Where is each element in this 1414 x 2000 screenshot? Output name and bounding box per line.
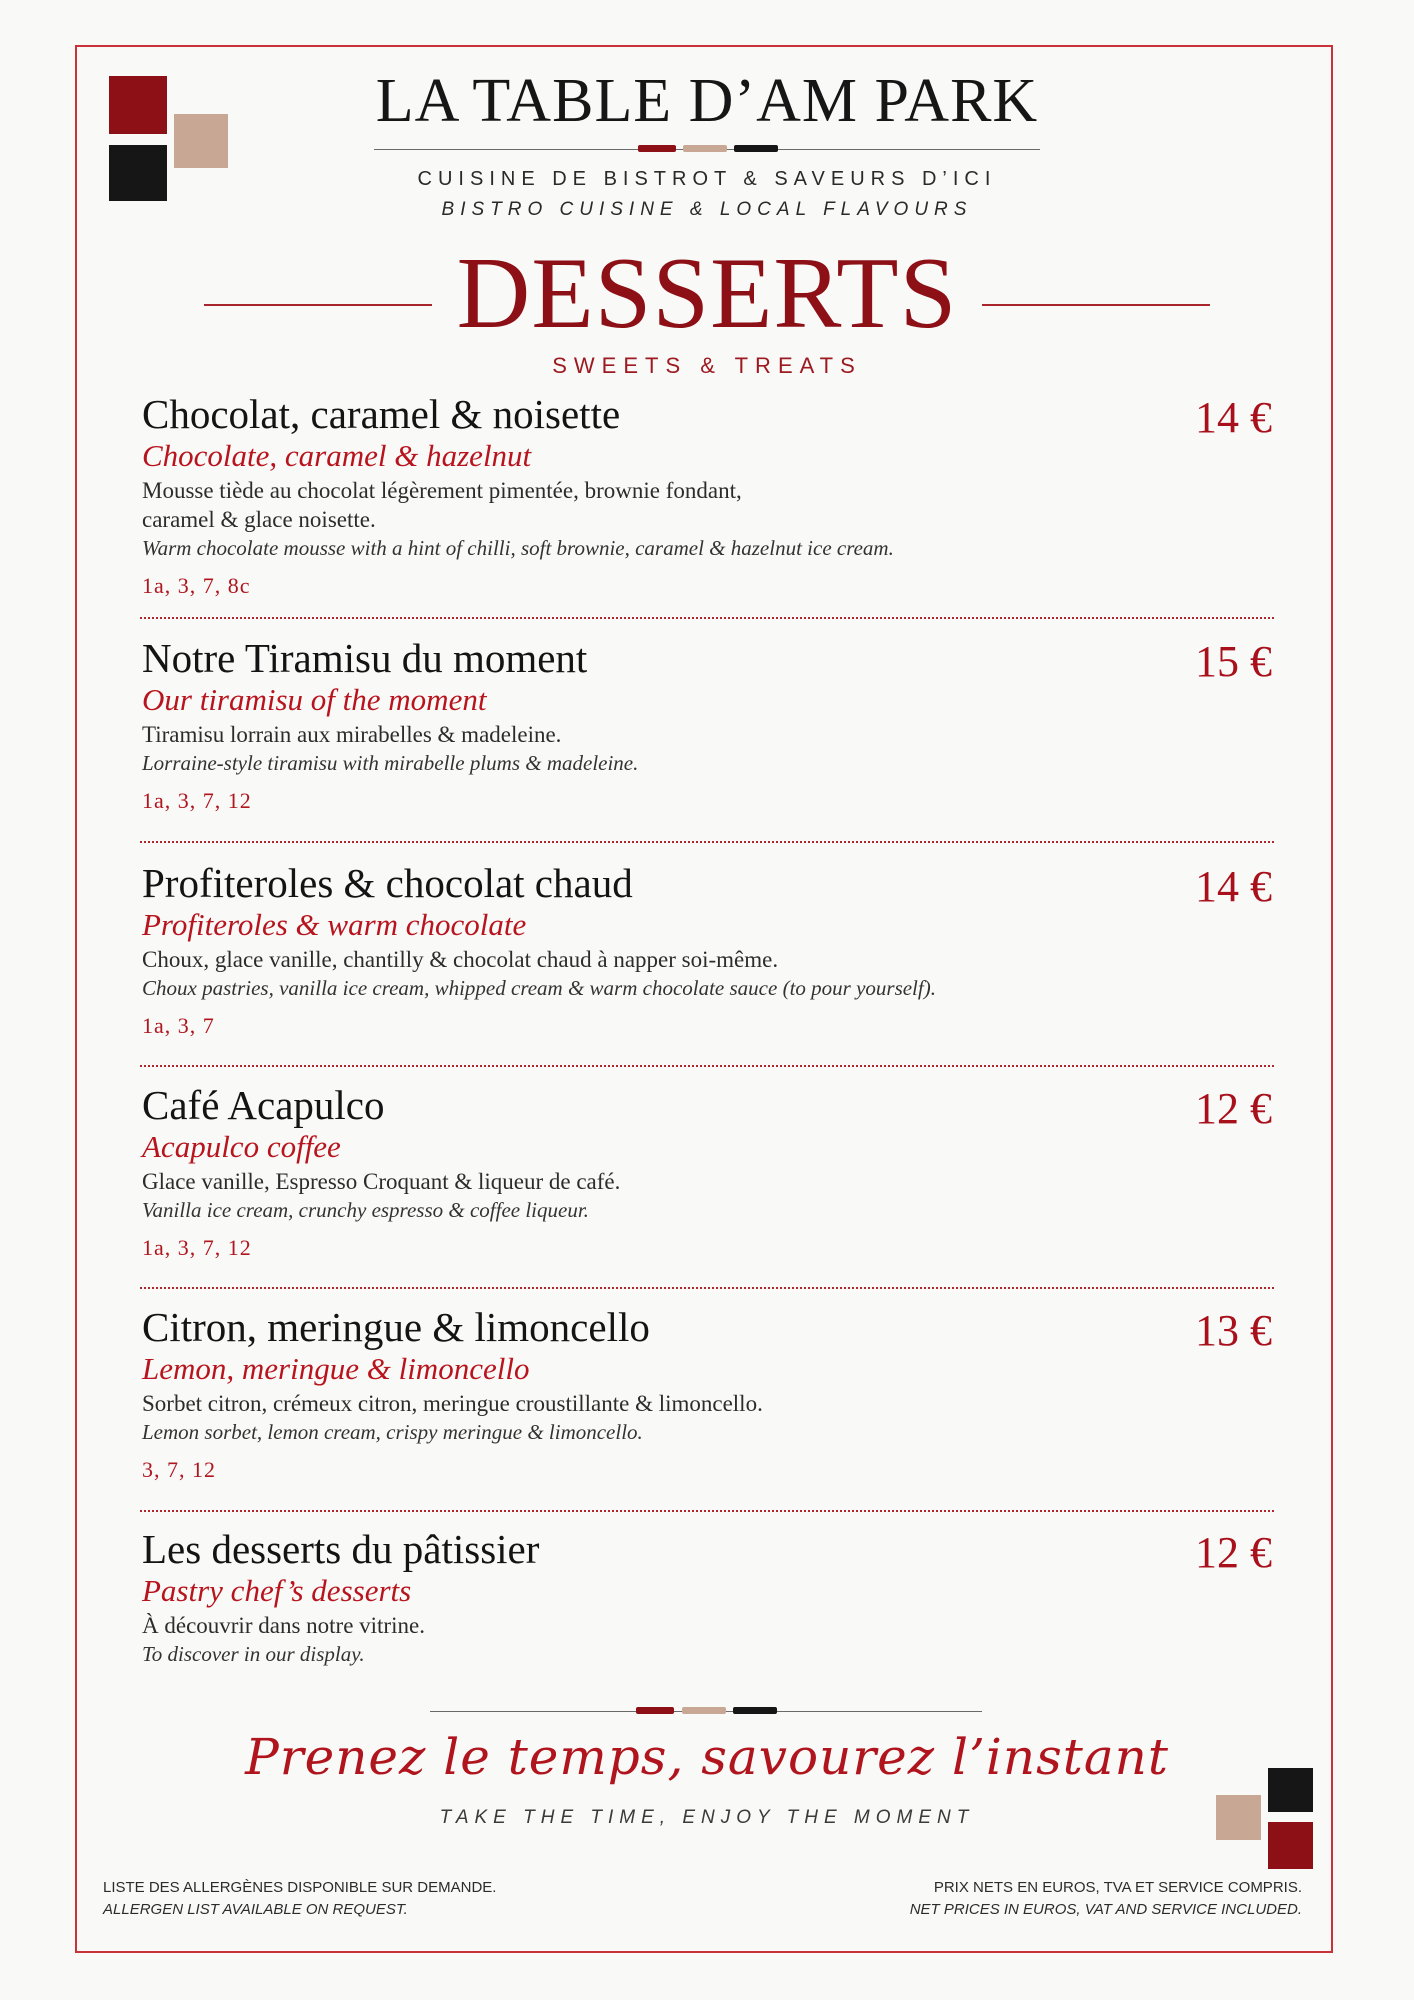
menu-item <box>142 1083 1272 1261</box>
item-description-en: Lorraine-style tiramisu with mirabelle plums & madeleine. <box>142 751 639 776</box>
item-description-fr: À découvrir dans notre vitrine. <box>142 1613 425 1639</box>
item-description-fr: Sorbet citron, crémeux citron, meringue croustillante & limoncello. <box>142 1391 763 1417</box>
accent-bar-beige <box>682 1707 726 1714</box>
item-allergens: 1a, 3, 7, 12 <box>142 788 252 814</box>
item-price: 13 € <box>1195 1306 1272 1355</box>
item-description-en: Vanilla ice cream, crunchy espresso & coffee liqueur. <box>142 1198 589 1223</box>
item-price: 14 € <box>1195 393 1272 442</box>
item-description-fr: Tiramisu lorrain aux mirabelles & madeleine. <box>142 722 562 748</box>
menu-item <box>142 1527 1272 1669</box>
item-divider <box>140 1287 1274 1289</box>
allergen-note-en: ALLERGEN LIST AVAILABLE ON REQUEST. <box>103 1901 408 1918</box>
item-name-en: Pastry chef’s desserts <box>142 1573 412 1609</box>
allergen-note <box>103 1877 496 1921</box>
prices-note <box>910 1877 1302 1921</box>
menu-item <box>142 861 1272 1039</box>
item-name-en: Our tiramisu of the moment <box>142 682 487 718</box>
item-description-fr-line2: caramel & glace noisette. <box>142 507 376 533</box>
item-description-fr <box>142 476 1272 534</box>
item-description-en: Warm chocolate mousse with a hint of chilli, soft brownie, caramel & hazelnut ice cream. <box>142 536 894 561</box>
accent-bar-red <box>636 1707 674 1714</box>
prices-note-en: NET PRICES IN EUROS, VAT AND SERVICE INCLUDED. <box>909 1901 1302 1918</box>
item-allergens: 1a, 3, 7 <box>142 1013 215 1039</box>
accent-bar-black <box>733 1707 777 1714</box>
logo-square-red <box>1268 1822 1313 1869</box>
menu-item <box>142 392 1272 599</box>
item-allergens: 1a, 3, 7, 8c <box>142 573 251 599</box>
item-description-en: To discover in our display. <box>142 1642 365 1667</box>
item-name: Les desserts du pâtissier <box>142 1526 540 1572</box>
item-description-fr: Glace vanille, Espresso Croquant & liqueur de café. <box>142 1169 621 1195</box>
item-name: Chocolat, caramel & noisette <box>142 391 621 437</box>
item-name: Café Acapulco <box>142 1082 385 1128</box>
item-price: 14 € <box>1195 862 1272 911</box>
menu-item <box>142 636 1272 814</box>
slogan-fr: Prenez le temps, savourez l’instant <box>245 1728 1169 1786</box>
item-allergens: 3, 7, 12 <box>142 1457 216 1483</box>
item-description-en: Lemon sorbet, lemon cream, crispy meringue & limoncello. <box>142 1420 643 1445</box>
allergen-note-fr: LISTE DES ALLERGÈNES DISPONIBLE SUR DEMANDE. <box>103 1879 497 1896</box>
restaurant-name: LA TABLE D’AM PARK <box>375 67 1039 135</box>
tagline-en: BISTRO CUISINE & LOCAL FLAVOURS <box>441 199 973 220</box>
item-name: Profiteroles & chocolat chaud <box>142 860 633 906</box>
item-name-en: Lemon, meringue & limoncello <box>142 1351 530 1387</box>
item-name-en: Chocolate, caramel & hazelnut <box>142 438 532 474</box>
prices-note-fr: PRIX NETS EN EUROS, TVA ET SERVICE COMPRIS. <box>933 1879 1302 1896</box>
section-title: DESSERTS <box>456 237 958 350</box>
accent-bar-black <box>734 145 778 152</box>
accent-bar-beige <box>683 145 727 152</box>
item-divider <box>140 1065 1274 1067</box>
item-name-en: Profiteroles & warm chocolate <box>142 907 527 943</box>
section-subtitle: SWEETS & TREATS <box>552 353 862 378</box>
item-description-fr: Choux, glace vanille, chantilly & chocolat chaud à napper soi-même. <box>142 947 779 973</box>
item-description-en: Choux pastries, vanilla ice cream, whipped cream & warm chocolate sauce (to pour yourself). <box>142 976 936 1001</box>
item-divider <box>140 841 1274 843</box>
item-name-en: Acapulco coffee <box>142 1129 341 1165</box>
title-rule-right <box>982 304 1210 306</box>
item-price: 15 € <box>1195 637 1272 686</box>
slogan-en: TAKE THE TIME, ENJOY THE MOMENT <box>439 1807 975 1828</box>
item-price: 12 € <box>1195 1084 1272 1133</box>
menu-item <box>142 1305 1272 1483</box>
item-divider <box>140 1510 1274 1512</box>
item-name: Citron, meringue & limoncello <box>142 1304 650 1350</box>
item-divider <box>140 617 1274 619</box>
logo-square-beige <box>1216 1795 1261 1840</box>
logo-square-black <box>1268 1768 1313 1812</box>
item-description-fr-line1: Mousse tiède au chocolat légèrement pimentée, brownie fondant, <box>142 478 742 504</box>
item-price: 12 € <box>1195 1528 1272 1577</box>
item-allergens: 1a, 3, 7, 12 <box>142 1235 252 1261</box>
tagline-fr: CUISINE DE BISTROT & SAVEURS D’ICI <box>417 168 997 190</box>
accent-bar-red <box>638 145 676 152</box>
item-name: Notre Tiramisu du moment <box>142 635 588 681</box>
